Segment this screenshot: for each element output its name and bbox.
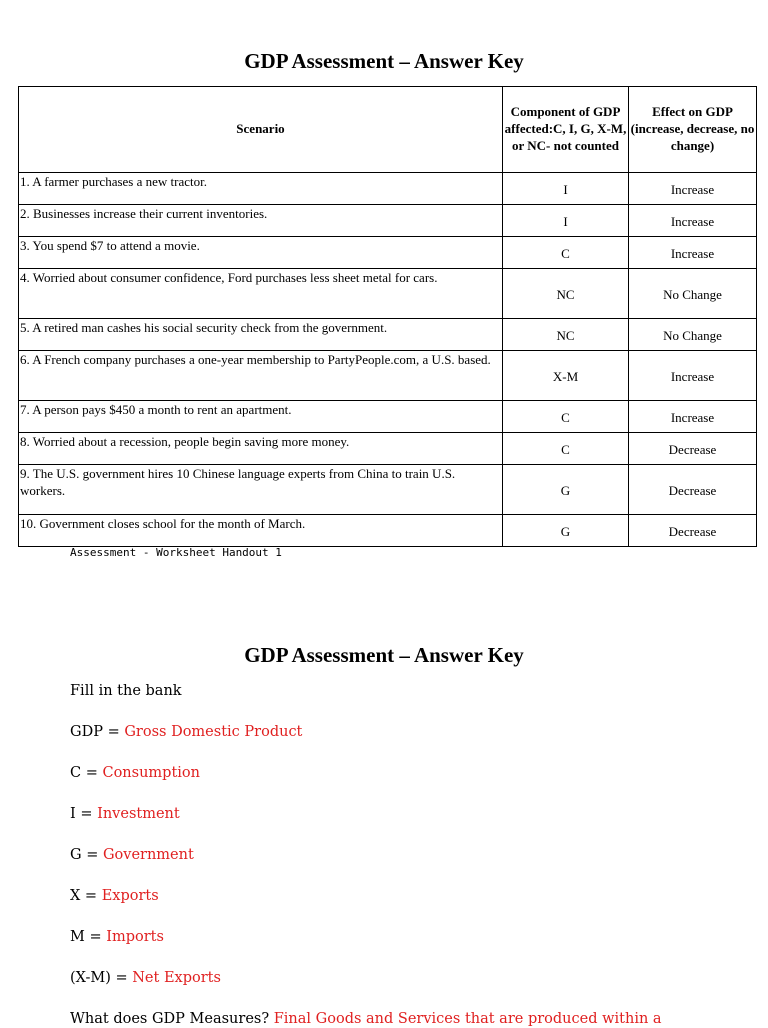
component-cell: C [503,237,629,269]
table-row [19,269,757,319]
fill-label: M = [70,929,107,945]
fill-item-net-exports [70,969,730,1010]
scenario-cell: 8. Worried about a recession, people begin saving more money. [19,433,503,465]
effect-cell: No Change [629,319,757,351]
effect-cell: Decrease [629,515,757,547]
fill-item-g [70,846,730,887]
scenario-cell: 1. A farmer purchases a new tractor. [19,173,503,205]
component-cell: NC [503,269,629,319]
effect-cell: Increase [629,173,757,205]
question-answer: Final Goods and Services that are produced within a [273,1011,662,1027]
fill-heading: Fill in the bank [70,683,182,699]
fill-in-section [70,682,730,1028]
answer-key-table [18,86,757,547]
component-cell: I [503,205,629,237]
scenario-cell: 7. A person pays $450 a month to rent an apartment. [19,401,503,433]
effect-cell: Increase [629,351,757,401]
component-cell: I [503,173,629,205]
fill-label: C = [70,765,103,781]
component-cell: NC [503,319,629,351]
table-row [19,351,757,401]
scenario-cell: 4. Worried about consumer confidence, Ford purchases less sheet metal for cars. [19,269,503,319]
component-cell: G [503,465,629,515]
table-row [19,237,757,269]
fill-item-c [70,764,730,805]
table-row [19,319,757,351]
fill-answer: Consumption [102,765,200,781]
fill-item-i [70,805,730,846]
header-scenario: Scenario [19,87,503,173]
fill-answer: Exports [101,888,159,904]
effect-cell: Increase [629,237,757,269]
effect-cell: Decrease [629,465,757,515]
effect-cell: No Change [629,269,757,319]
table-row [19,173,757,205]
fill-answer: Investment [97,806,180,822]
section-title: GDP Assessment – Answer Key [244,643,524,667]
scenario-cell: 6. A French company purchases a one-year membership to PartyPeople.com, a U.S. based. [19,351,503,401]
scenario-cell: 10. Government closes school for the month of March. [19,515,503,547]
fill-answer: Net Exports [132,970,221,986]
fill-answer: Imports [106,929,164,945]
table-header-row [19,87,757,173]
scenario-cell: 9. The U.S. government hires 10 Chinese language experts from China to train U.S. workers. [19,465,503,515]
fill-label: X = [70,888,102,904]
fill-label: G = [70,847,103,863]
fill-question [70,1010,730,1028]
table-row [19,401,757,433]
handout-caption: Assessment - Worksheet Handout 1 [70,546,282,559]
scenario-cell: 2. Businesses increase their current inventories. [19,205,503,237]
fill-label: I = [70,806,98,822]
scenario-cell: 5. A retired man cashes his social security check from the government. [19,319,503,351]
table-row [19,465,757,515]
component-cell: G [503,515,629,547]
fill-answer: Gross Domestic Product [124,724,303,740]
effect-cell: Decrease [629,433,757,465]
component-cell: C [503,433,629,465]
fill-item-m [70,928,730,969]
table-row [19,205,757,237]
effect-cell: Increase [629,401,757,433]
page-title: GDP Assessment – Answer Key [244,49,524,73]
table-row [19,515,757,547]
component-cell: X-M [503,351,629,401]
fill-answer: Government [102,847,194,863]
fill-item-gdp [70,723,730,764]
header-component: Component of GDP affected:C, I, G, X-M, or NC- not counted [503,87,629,173]
effect-cell: Increase [629,205,757,237]
fill-item-x [70,887,730,928]
table-row [19,433,757,465]
scenario-cell: 3. You spend $7 to attend a movie. [19,237,503,269]
component-cell: C [503,401,629,433]
header-effect: Effect on GDP (increase, decrease, no change) [629,87,757,173]
fill-label: GDP = [70,724,125,740]
fill-label: (X-M) = [70,970,133,986]
question-label: What does GDP Measures? [70,1011,274,1027]
